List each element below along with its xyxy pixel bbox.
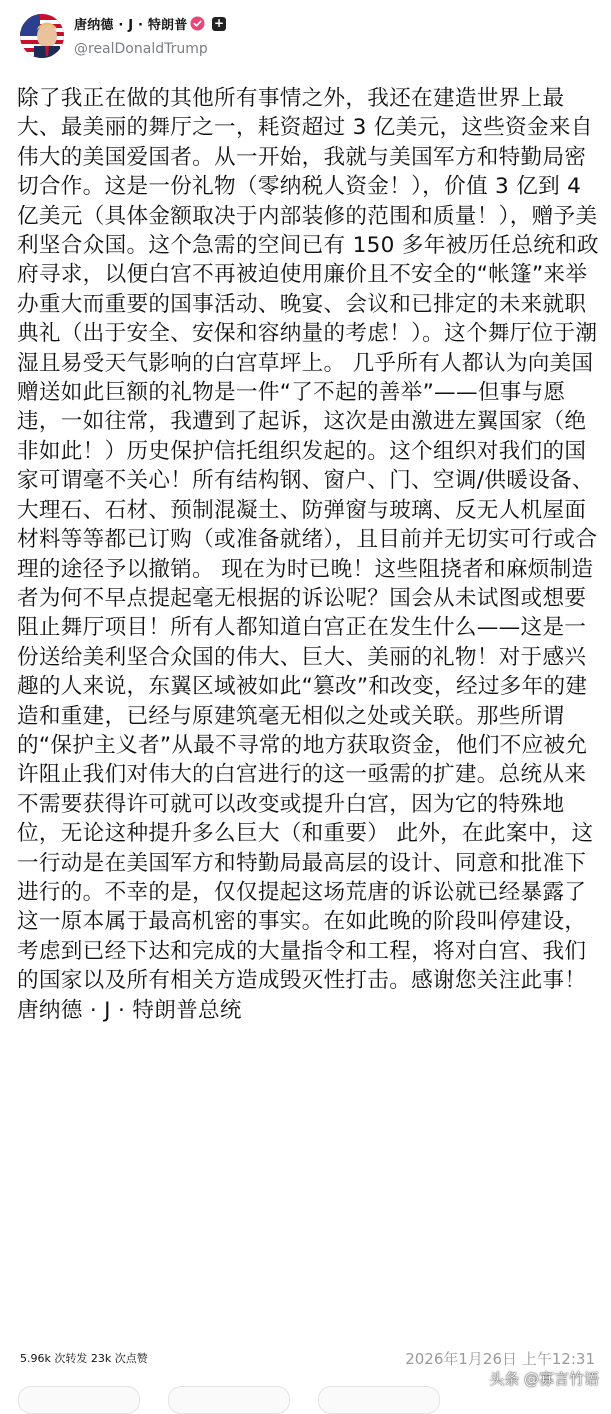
post-stats: 5.96k 次转发 23k 次点赞 [20, 1352, 148, 1365]
author-handle[interactable]: @realDonaldTrump [74, 41, 208, 57]
repost-button[interactable] [168, 1386, 290, 1414]
post-text: 除了我正在做的其他所有事情之外，我还在建造世界上最大、最美丽的舞厅之一，耗资超过 3 亿美元，这些资金来自伟大的美国爱国者。从一开始，我就与美国军方和特勤局密切合作。这是一份礼物（零纳税人资金！），价值 3 亿到 4 亿美元（具体金额取决于内部装修的范围和质量！），赠予美利坚合众国。这个急需的空间已有 150 多年被历任总统和政府寻求，以便白宫不再被迫使用廉价且不安全的“帐篷”来举办重大而重要的国事活动、晚宴、会议和已排定的未来就职典礼（出于安全、安保和容纳量的考虑！）。这个舞厅位于潮湿且易受天气影响的白宫草坪上。 几乎所有人都认为向美国赠送如此巨额的礼物是一件“了不起的善举”——但事与愿违，一如往常，我遭到了起诉，这次是由激进左翼国家（绝非如此！）历史保护信托组织发起的。这个组织对我们的国家可谓毫不关心！所有结构钢、窗户、门、空调/供暖设备、大理石、石材、预制混凝土、防弹窗与玻璃、反无人机屋面材料等等都已订购（或准备就绪），且目前并无切实可行或合理的途径予以撤销。 现在为时已晚！这些阻挠者和麻烦制造者为何不早点提起毫无根据的诉讼呢？国会从未试图或想要阻止舞厅项目！所有人都知道白宫正在发生什么——这是一份送给美利坚合众国的伟大、巨大、美丽的礼物！对于感兴趣的人来说，东翼区域被如此“篡改”和改变，经过多年的建造和重建，已经与原建筑毫无相似之处或关联。那些所谓的“保护主义者”从最不寻常的地方获取资金，他们不应被允许阻止我们对伟大的白宫进行的这一亟需的扩建。总统从来不需要获得许可就可以改变或提升白宫，因为它的特殊地位，无论这种提升多么巨大（和重要） 此外，在此案中，这一行动是在美国军方和特勤局最高层的设计、同意和批准下进行的。不幸的是，仅仅提起这场荒唐的诉讼就已经暴露了这一原本属于最高机密的事实。在如此晚的阶段叫停建设，考虑到已经下达和完成的大量指令和工程，将对白宫、我们的国家以及所有相关方造成毁灭性打击。感谢您关注此事！唐纳德 · J · 特朗普总统 [17, 86, 599, 1023]
verified-badge-icon [190, 16, 205, 31]
post-body [17, 84, 599, 1025]
plus-badge-icon: + [213, 16, 225, 30]
like-button[interactable] [318, 1386, 440, 1414]
avatar[interactable] [20, 14, 64, 58]
post-header [0, 0, 611, 70]
reply-button[interactable] [18, 1386, 140, 1414]
avatar-flag-portrait-icon [20, 14, 64, 58]
author-display-name[interactable]: 唐纳德 · J · 特朗普 [74, 18, 188, 33]
watermark: 头条 @寡言竹语 [489, 1370, 599, 1388]
post-timestamp: 2026年1月26日 上午12:31 [405, 1350, 595, 1368]
